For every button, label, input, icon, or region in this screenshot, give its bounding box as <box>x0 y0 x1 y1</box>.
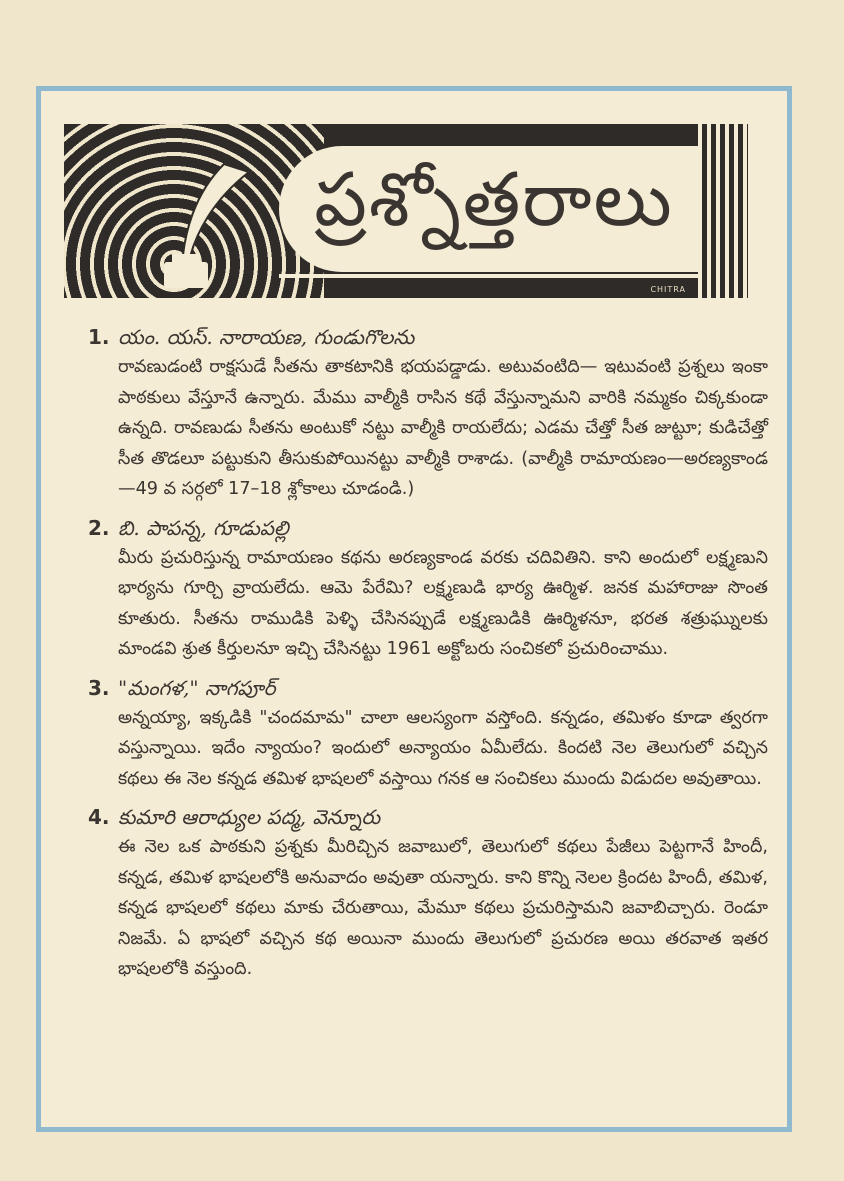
banner-rule <box>279 274 698 278</box>
item-number: 3. <box>88 675 110 700</box>
questioner-name: బి. పాపన్న, గూడుపల్లి <box>118 515 289 540</box>
question-header <box>88 802 768 832</box>
qa-item <box>88 513 768 665</box>
item-number: 2. <box>88 515 110 540</box>
artist-signature: CHITRA <box>650 285 686 294</box>
qa-text: ఈ నెల ఒక పాఠకుని ప్రశ్నకు మీరిచ్చిన జవాబులో, తెలుగులో కథలు పేజీలు పెట్టగానే హిందీ, కన్నడ, తమిళ భాషలలోకి అనువాదం అవుతా యన్నారు. కాని కొన్ని నెలల క్రిందట హిందీ, తమిళ, కన్నడ భాషలలో కథలు మాకు చేరుతాయి, మేమూ కథలు ప్రచురిస్తామని జవాబిచ్చారు. రెండూ నిజమే. ఏ భాషలో వచ్చిన కథ అయినా ముందు తెలుగులో ప్రచురణ అయి తరవాత ఇతర భాషలలోకి వస్తుంది. <box>118 837 768 979</box>
quill-inkpot-icon <box>154 154 284 294</box>
qa-text: మీరు ప్రచురిస్తున్న రామాయణం కథను అరణ్యకాండ వరకు చదివితిని. కాని అందులో లక్ష్మణుని భార్యను గూర్చి వ్రాయలేదు. ఆమె పేరేమి? లక్ష్మణుడి భార్య ఊర్మిళ. జనక మహారాజు సొంత కూతురు. సీతను రాముడికి పెళ్ళి చేసినప్పుడే లక్ష్మణుడికి ఊర్మిళనూ, భరత శత్రుఘ్నులకు మాండవి శ్రుత కీర్తులనూ ఇచ్చి చేసినట్టు 1961 అక్టోబరు సంచికలో ప్రచురించాము. <box>118 547 768 659</box>
title-panel <box>279 146 709 272</box>
item-number: 1. <box>88 325 110 349</box>
page-title: ప్రశ్నోత్తరాలు <box>314 157 674 243</box>
question-header <box>88 322 768 352</box>
qa-text: అన్నయ్యా, ఇక్కడికి "చందమామ" చాలా ఆలస్యంగా వస్తోంది. కన్నడం, తమిళం కూడా త్వరగా వస్తున్నాయి. ఇదేం న్యాయం? ఇందులో అన్యాయం ఏమీలేదు. కిందటి నెల తెలుగులో వచ్చిన కథలు ఈ నెల కన్నడ తమిళ భాషలలో వస్తాయి గనక ఆ సంచికలు ముందు విడుదల అవుతాయి. <box>118 707 768 789</box>
banner-bars <box>698 124 748 298</box>
header-banner <box>64 124 748 298</box>
qa-list <box>88 322 768 993</box>
questioner-name: యం. యస్. నారాయణ, గుండుగొలను <box>118 325 415 349</box>
qa-item <box>88 802 768 985</box>
item-number: 4. <box>88 805 110 829</box>
question-header <box>88 673 768 703</box>
questioner-name: కుమారి ఆరాధ్యుల పద్మ, వెన్నూరు <box>118 805 381 829</box>
qa-text: రావణుడంటి రాక్షసుడే సీతను తాకటానికి భయపడ్డాడు. అటువంటిది— ఇటువంటి ప్రశ్నలు ఇంకా పాఠకులు వేస్తూనే ఉన్నారు. మేము వాల్మీకి రాసిన కథే వేస్తున్నామని వారికి నమ్మకం చిక్కకుండా ఉన్నది. రావణుడు సీతను అంటుకో నట్టు వాల్మీకి రాయలేదు; ఎడమ చేత్తో సీత జుట్టూ; కుడిచేత్తో సీత తొడలూ పట్టుకుని తీసుకుపోయినట్టు వాల్మీకి రాశాడు. (వాల్మీకి రామాయణం—అరణ్యకాండ—49 వ సర్గలో 17–18 శ్లోకాలు చూడండి.) <box>118 357 768 499</box>
questioner-name: "మంగళ," నాగపూర్ <box>118 675 276 700</box>
qa-item <box>88 673 768 795</box>
question-header <box>88 513 768 543</box>
qa-item <box>88 322 768 505</box>
